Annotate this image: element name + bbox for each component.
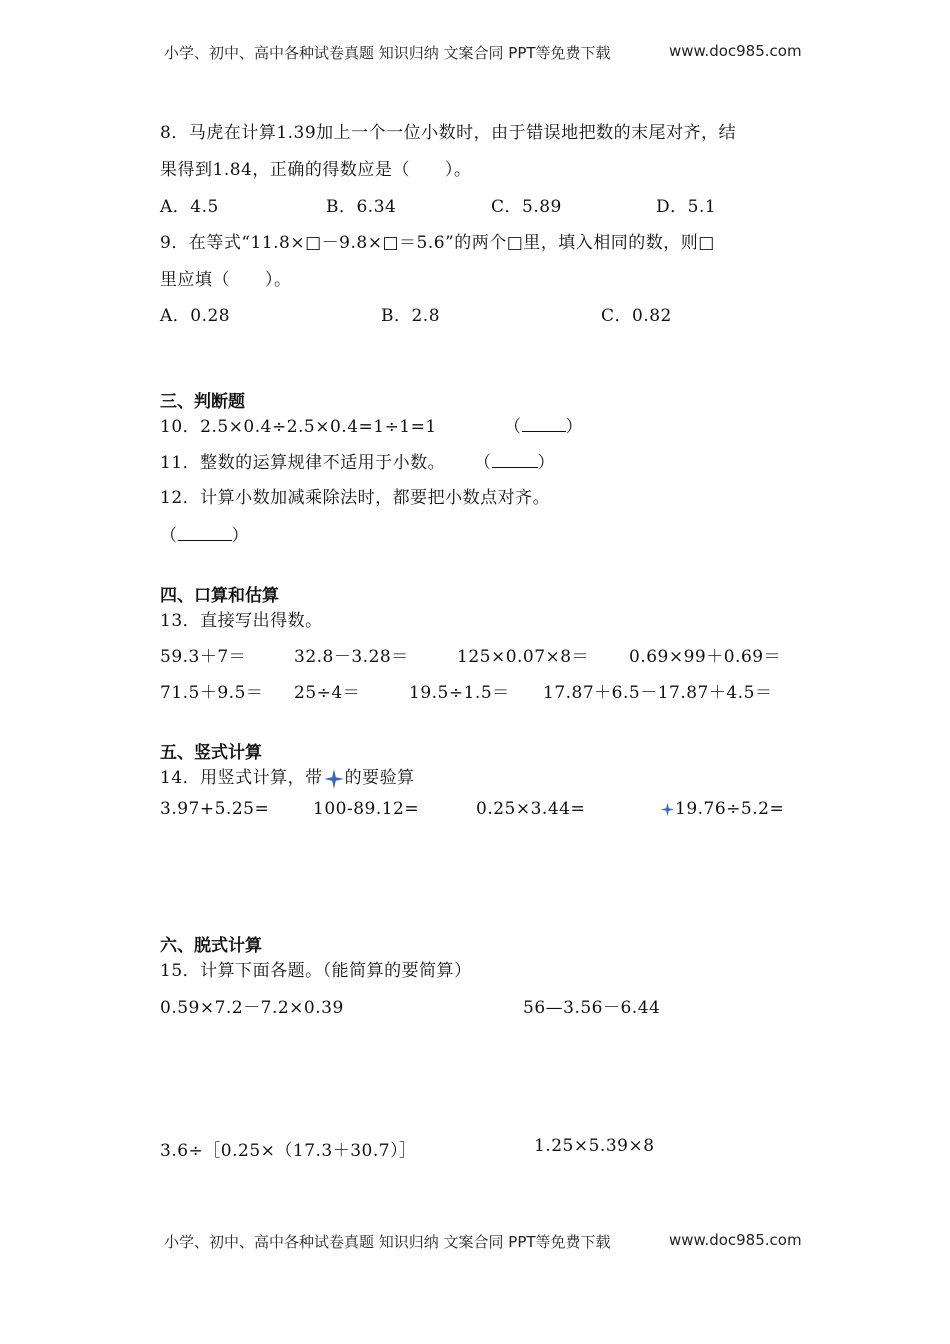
star-icon	[660, 802, 675, 817]
mental-calc-item: 59.3＋7＝	[160, 647, 247, 667]
step-calc-item: 56—3.56－6.44	[523, 998, 661, 1018]
q10-text: 10．2.5×0.4÷2.5×0.4=1÷1=1	[160, 417, 437, 437]
vertical-calc-item: 3.97+5.25=	[160, 799, 270, 819]
q11-text: 11．整数的运算规律不适用于小数。	[160, 453, 446, 473]
q8-option-c: C．5.89	[491, 197, 562, 217]
q14-text: 14．用竖式计算，带 的要验算	[160, 768, 415, 788]
mental-calc-item: 19.5÷1.5＝	[409, 683, 510, 703]
vertical-calc-item: 100-89.12=	[313, 799, 420, 819]
mental-calc-item: 17.87＋6.5－17.87＋4.5＝	[543, 683, 773, 703]
star-icon	[323, 768, 345, 790]
q9-line1: 9．在等式“11.8×□－9.8×□＝5.6”的两个□里，填入相同的数，则□	[160, 233, 715, 253]
blank-line	[492, 453, 538, 468]
q8-line1: 8．马虎在计算1.39加上一个一位小数时，由于错误地把数的末尾对齐，结	[160, 123, 737, 143]
header-url: www.doc985.com	[669, 42, 802, 60]
step-calc-item: 1.25×5.39×8	[534, 1136, 655, 1156]
header-text: 小学、初中、高中各种试卷真题 知识归纳 文案合同 PPT等免费下载	[164, 44, 611, 62]
mental-calc-item: 25÷4＝	[294, 683, 361, 703]
mental-calc-item: 32.8－3.28＝	[294, 647, 409, 667]
vertical-calc-item-starred: 19.76÷5.2=	[660, 799, 784, 819]
step-calc-item: 0.59×7.2－7.2×0.39	[160, 998, 344, 1018]
step-calc-item: 3.6÷［0.25×（17.3＋30.7）］	[160, 1141, 417, 1161]
q15-text: 15．计算下面各题。（能简算的要简算）	[160, 961, 472, 981]
q9-line2: 里应填（ ）。	[160, 270, 292, 290]
q8-option-d: D．5.1	[656, 197, 717, 217]
blank-line	[522, 417, 566, 432]
mental-calc-item: 125×0.07×8＝	[457, 647, 590, 667]
q8-option-a: A．4.5	[160, 197, 219, 217]
section4-title: 四、口算和估算	[160, 586, 279, 606]
section3-title: 三、判断题	[160, 392, 245, 412]
q9-option-c: C．0.82	[601, 306, 672, 326]
q13-text: 13．直接写出得数。	[160, 611, 323, 631]
footer-text: 小学、初中、高中各种试卷真题 知识归纳 文案合同 PPT等免费下载	[164, 1233, 611, 1251]
q9-option-b: B．2.8	[381, 306, 441, 326]
section6-title: 六、脱式计算	[160, 936, 262, 956]
vertical-calc-item: 0.25×3.44=	[476, 799, 586, 819]
footer-url: www.doc985.com	[669, 1231, 802, 1249]
mental-calc-item: 71.5＋9.5＝	[160, 683, 264, 703]
q10-answer-blank: （ ）	[504, 417, 583, 437]
q11-answer-blank: （ ）	[474, 453, 555, 473]
q12-text: 12．计算小数加减乘除法时，都要把小数点对齐。	[160, 488, 551, 508]
blank-line	[178, 526, 232, 541]
mental-calc-item: 0.69×99＋0.69＝	[629, 647, 782, 667]
q8-option-b: B．6.34	[326, 197, 397, 217]
q9-option-a: A．0.28	[160, 306, 231, 326]
section5-title: 五、竖式计算	[160, 743, 262, 763]
q12-answer-blank: （ ）	[160, 526, 249, 546]
q8-line2: 果得到1.84，正确的得数应是（ ）。	[160, 160, 472, 180]
